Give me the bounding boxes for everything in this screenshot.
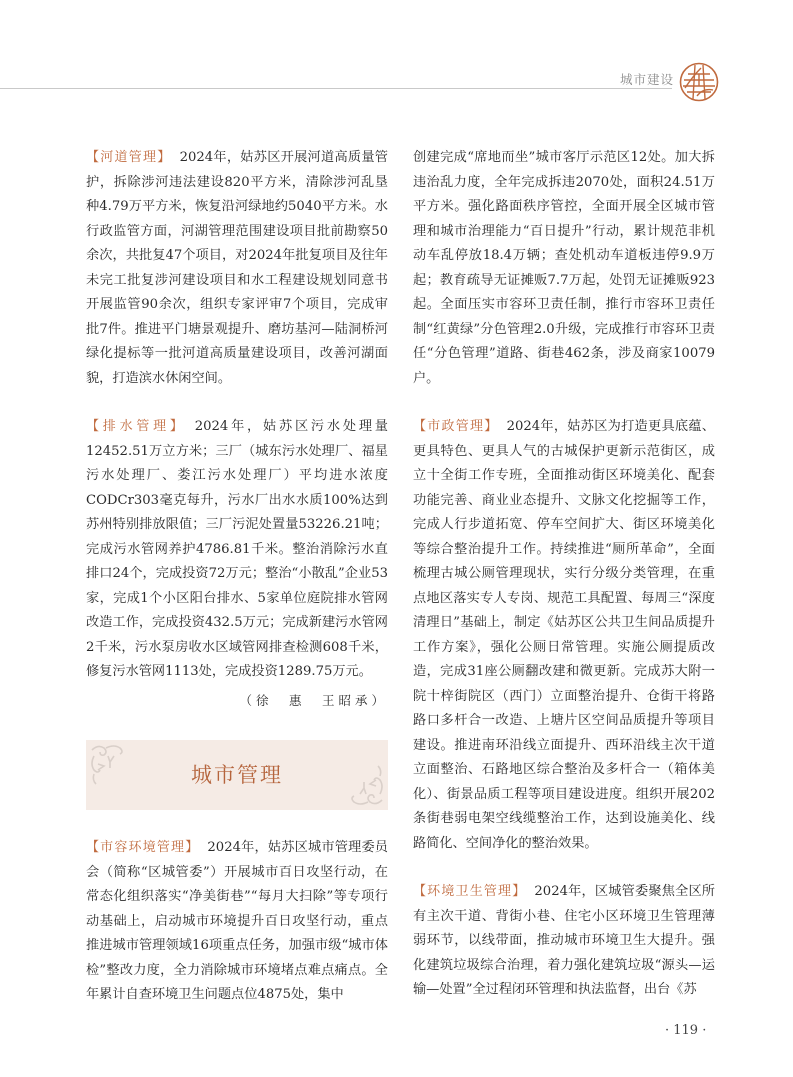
author-credit: （徐 惠 王昭承）: [239, 692, 388, 708]
section-title: 城市管理: [191, 762, 283, 787]
paragraph-text: 2024年，区城管委聚焦全区所有主次干道、背街小巷、住宅小区环境卫生管理薄弱环节，以线带面，推动城市环境卫生大提升。强化建筑垃圾综合治理，着力强化建筑垃圾“源头—运输—处置”全过程闭环管理和执法监督，出台《苏: [413, 884, 715, 997]
paragraph-gap: [413, 391, 715, 415]
paragraph-tag: 【环境卫生管理】: [413, 884, 527, 899]
article-paragraph-river-management: [86, 146, 388, 391]
floral-ornament-icon: [88, 742, 134, 788]
paragraph-tag: 【市政管理】: [413, 419, 499, 434]
paragraph-tag: 【排水管理】: [86, 419, 187, 434]
paragraph-tag: 【市容环境管理】: [86, 840, 200, 855]
section-banner: [86, 740, 388, 810]
paragraph-text: 2024年，姑苏区为打造更具底蕴、更具特色、更具人气的古城保护更新示范街区，成立十全街工作专班，全面推动街区环境美化、配套功能完善、商业业态提升、文脉文化挖掘等工作，完成人行步道拓宽、停车空间扩大、街区环境美化等综合整治提升工作。持续推进“厕所革命”，全面梳理古城公厕管理现状，实行分级分类管理，在重点地区落实专人专岗、规范工具配置、每周三“深度清理日”基础上，制定《姑苏区公共卫生间品质提升工作方案》，强化公厕日常管理。实施公厕提质改造，完成31座公厕翻改建和微更新。完成苏大附一院十梓街院区（西门）立面整治提升、仓街干将路路口多杆合一改造、上塘片区空间品质提升等项目建设。推进南环沿线立面提升、西环沿线主次干道立面整治、石路地区综合整治及多杆合一（箱体美化）、街景品质工程等项目建设进度。组织开展202条街巷弱电架空线缆整治工作，达到设施美化、线路简化、空间净化的整治效果。: [413, 419, 715, 851]
page-number: · 119 ·: [665, 1023, 707, 1038]
article-paragraph-continuation: 创建完成“席地而坐”城市客厅示范区12处。加大拆违治乱力度，全年完成拆违2070处，面积24.51万平方米。强化路面秩序管控，全面开展全区城市管理和城市治理能力“百日提升”行动，累计规范非机动车乱停放18.4万辆；查处机动车道板违停9.9万起；教育疏导无证摊贩7.7万起，处罚无证摊贩923起。全面压实市容环卫责任制，推行市容环卫责任制“红黄绿”分色管理2.0升级，完成推行市容环卫责任“分色管理”道路、街巷462条，涉及商家10079户。: [413, 150, 715, 386]
paragraph-gap: [86, 391, 388, 415]
paragraph-text: 2024年，姑苏区污水处理量12452.51万立方米；三厂（城东污水处理厂、福星污水处理厂、娄江污水处理厂）平均进水浓度CODCr303毫克每升，污水厂出水水质100%达到苏州特别排放限值；三厂污泥处置量53226.21吨；完成污水管网养护4786.81千米。整治消除污水直排口24个，完成投资72万元；整治“小散乱”企业53家，完成1个小区阳台排水、5家单位庭院排水管网改造工作，完成投资432.5万元；完成新建污水管网2千米，污水泵房收水区域管网排查检测608千米，修复污水管网1113处，完成投资1289.75万元。: [86, 419, 388, 679]
city-construction-emblem-icon: [679, 62, 719, 102]
article-paragraph-municipal-management: [413, 415, 715, 856]
paragraph-text: 2024年，姑苏区城市管理委员会（简称“区城管委”）开展城市百日攻坚行动，在常态化组织落实“净美街巷”“每月大扫除”等专项行动基础上，启动城市环境提升百日攻坚行动，重点推进城市管理领域16项重点任务，加强市级“城市体检”整改力度，全力消除城市环境堵点难点痛点。全年累计自查环境卫生问题点位4875处，集中: [86, 840, 388, 1002]
left-column: [86, 146, 388, 1008]
article-paragraph-sanitation-management: [413, 880, 715, 1003]
right-column: [413, 146, 715, 1003]
floral-ornament-icon: [340, 762, 386, 808]
paragraph-text: 2024年，姑苏区开展河道高质量管护，拆除涉河违法建设820平方米，清除涉河乱垦种4.79万平方米，恢复沿河绿地约5040平方米。水行政监管方面，河湖管理范围建设项目批前勘察50余次，共批复47个项目，对2024年批复项目及往年未完工批复涉河建设项目和水工程建设规划同意书开展监管90余次，组织专家评审7个项目，完成审批7件。推进平门塘景观提升、磨坊基河—陆洞桥河绿化提标等一批河道高质量建设项目，改善河湖面貌，打造滨水休闲空间。: [86, 150, 388, 386]
header-rule: [0, 88, 672, 89]
section-header-label: 城市建设: [620, 72, 675, 87]
paragraph-gap: [413, 856, 715, 880]
paragraph-tag: 【河道管理】: [86, 150, 172, 165]
article-paragraph-drainage-management: [86, 415, 388, 685]
article-paragraph-city-appearance-management: [86, 836, 388, 1008]
